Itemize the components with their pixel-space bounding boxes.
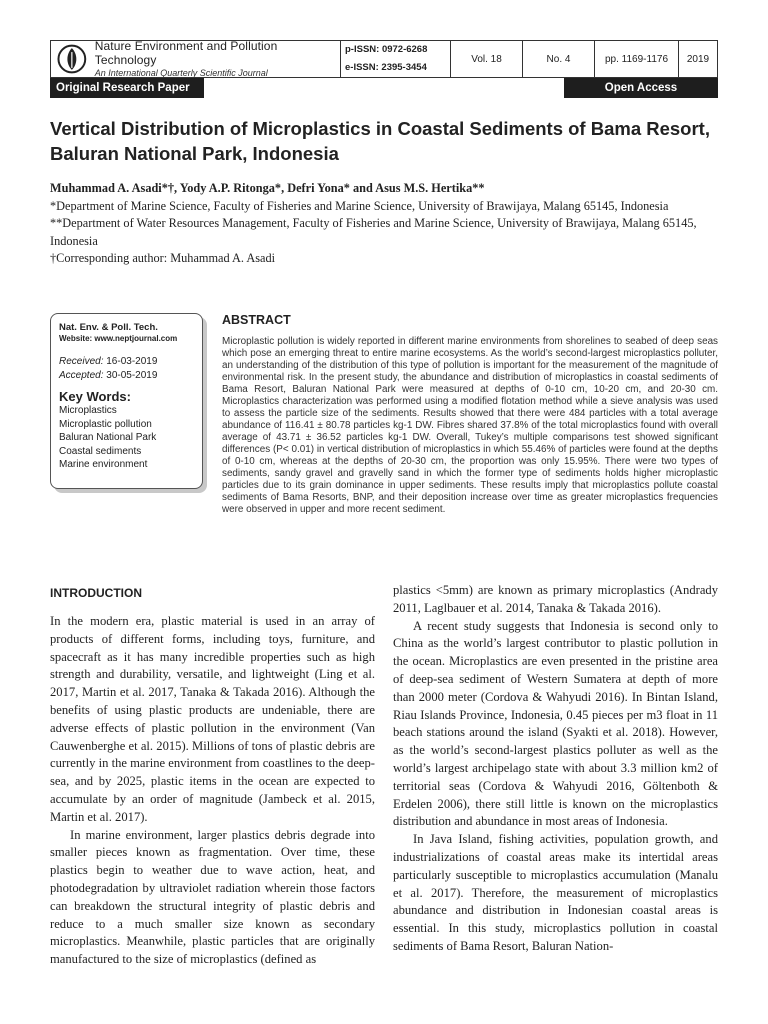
journal-name: Nature Environment and Pollution Technology bbox=[94, 39, 278, 67]
issue-number: No. 4 bbox=[523, 41, 595, 77]
infobox-journal: Nat. Env. & Poll. Tech. bbox=[59, 322, 158, 333]
affiliation: *Department of Marine Science, Faculty of Fisheries and Marine Science, University of Brawijaya, Malang 65145, Indonesia bbox=[50, 198, 669, 213]
keyword: Microplastics bbox=[59, 405, 117, 416]
keyword: Microplastic pollution bbox=[59, 418, 152, 430]
accepted-date: 30-05-2019 bbox=[106, 370, 158, 381]
keywords-title: Key Words: bbox=[59, 389, 131, 404]
paragraph: plastics <5mm) are known as primary microplastics (Andrady 2011, Laglbauer et al. 2014, Tanaka & Takada 2016). bbox=[393, 583, 718, 615]
body-column-left bbox=[50, 613, 375, 969]
open-access-banner: Open Access bbox=[564, 78, 718, 98]
abstract-title: ABSTRACT bbox=[222, 313, 291, 327]
affiliation: **Department of Water Resources Management, Faculty of Fisheries and Marine Science, University of Brawijaya, Malang 65145, Indonesia bbox=[50, 216, 697, 248]
introduction-title: INTRODUCTION bbox=[50, 586, 142, 600]
authors: Muhammad A. Asadi*†, Yody A.P. Ritonga*, Defri Yona* and Asus M.S. Hertika** bbox=[50, 181, 485, 195]
p-issn: p-ISSN: 0972-6268 bbox=[345, 43, 428, 55]
keyword: Marine environment bbox=[59, 459, 148, 470]
received-date: 16-03-2019 bbox=[106, 356, 158, 367]
volume: Vol. 18 bbox=[451, 41, 523, 77]
page-range: pp. 1169-1176 bbox=[595, 41, 679, 77]
article-info-box bbox=[50, 313, 203, 489]
paragraph: A recent study suggests that Indonesia is second only to China as the world’s largest contributor to plastic pollution in the ocean. Microplastics are even presented in the pristine area of deep-sea sediment of Western Sumatera at depth of more than 2000 meter (Cordova & Wahyudi 2016). In Bintan Island, Riau Islands Province, Indonesia, 0.45 pieces per m3 float in 11 beach stations around the island (Syakti et al. 2018). However, as the world’s second-largest plastics polluter as well as the world’s largest archipelago state with about 3.3 million km2 of territorial seas (Cordova & Wahyudi 2016, Göltenboth & Erdelen 2006), there still little is known on the microplastics distribution and abundance in most areas of Indonesia. bbox=[393, 618, 718, 829]
journal-branding bbox=[51, 41, 341, 77]
keywords-list bbox=[59, 404, 194, 472]
journal-logo-icon bbox=[57, 44, 87, 74]
journal-subtitle: An International Quarterly Scientific Journal bbox=[94, 67, 268, 78]
abstract-text: Microplastic pollution is widely reported in different marine environments from shorelines to seabed of deep seas which pose an emerging threat to entire marine ecosystems. As the world’s second-largest microplastics polluter, an understanding of the distribution of this type of pollution is important for the measurement of the magnitude of environmental risk. In the present study, the abundance and distribution of microplastics in coastal sediments of Bama Resort, Baluran National Park were measured at depths of 0-10 cm, 10-20 cm, and 20-30 cm. Microplastics characterization was performed using a modified flotation method while a sieve analysis was used to assess the particle size of the sediments. Results showed that there were 484 particles with a total average abundance of 116.41 ± 80.78 particles kg-1 DW. Fibres shared 37.8% of the total microplastics found with overall average of 43.71 ± 36.52 particles kg-1 DW. Overall, Tukey’s multiple comparisons test showed significant differences (P< 0.01) in vertical distribution of microplastics in which 55.46% of particles were found at the depths of 0-10 cm, whereas at the depths of 20-30 cm, the proportion was only 15.95%. There were two types of sediments, sandy gravel and gravelly sand in which the former type of sediments holds higher microplastic particles due to its grain dominance in upper sediments. These results imply that microplastics pollute coastal sediments of Bama Resorts, BNP, and their deposition increase over time as greater microplastics frequencies were observed in upper and more recent sediment. bbox=[222, 336, 718, 515]
keyword: Coastal sediments bbox=[59, 445, 142, 457]
journal-header bbox=[50, 40, 718, 78]
paragraph: In the modern era, plastic material is used in an array of products of different forms, including toys, furniture, and spacecraft as it has many incredible properties such as high strength and durability, versatile, and lightweight (Ling et al. 2017, Martin et al. 2017, Tanaka & Takada 2016). Although the benefits of using plastic products are undeniable, there are adverse effects of plastic pollution in the environment (Van Cauwenberghe et al. 2015). Millions of tons of plastic debris are currently in the marine environment from coastlines to the deep-sea, and by 2025, plastic items in the ocean are expected to accumulate by an order of magnitude (Jambeck et al. 2015, Martin et al. 2017). bbox=[50, 614, 375, 824]
year: 2019 bbox=[686, 53, 710, 65]
e-issn: e-ISSN: 2395-3454 bbox=[345, 62, 427, 73]
authors-block bbox=[50, 180, 718, 268]
paper-type-banner: Original Research Paper bbox=[50, 78, 204, 98]
infobox-website: Website: www.neptjournal.com bbox=[59, 334, 178, 343]
accepted-label: Accepted: bbox=[59, 370, 104, 381]
paragraph: In Java Island, fishing activities, population growth, and industrializations of coastal areas make its intertidal areas particularly susceptible to microplastics accumulation (Manalu et al. 2017). Therefore, the measurement of microplastics abundance and distribution in Indonesian coastal areas is essential. In this study, microplastics pollution in coastal sediments of Bama Resort, Baluran Nation- bbox=[393, 832, 718, 953]
corresponding-author: †Corresponding author: Muhammad A. Asadi bbox=[50, 251, 276, 265]
body-column-right bbox=[393, 582, 718, 956]
issn-block bbox=[341, 41, 451, 77]
paragraph: In marine environment, larger plastics debris degrade into smaller pieces known as fragmentation. Over time, these plastics begin to weather due to wave action, heat, and photodegradation by ultraviolet radiation wherein those factors can breakdown the structural integrity of plastic debris and reduce to a much smaller size known as secondary microplastics. Meanwhile, plastic particles that are originally manufactured to the size of microplastics (defined as bbox=[50, 827, 375, 967]
keyword: Baluran National Park bbox=[59, 432, 157, 443]
received-label: Received: bbox=[59, 356, 104, 367]
paper-title: Vertical Distribution of Microplastics in Coastal Sediments of Bama Resort, Baluran National Park, Indonesia bbox=[50, 118, 710, 164]
article-dates bbox=[59, 355, 194, 383]
